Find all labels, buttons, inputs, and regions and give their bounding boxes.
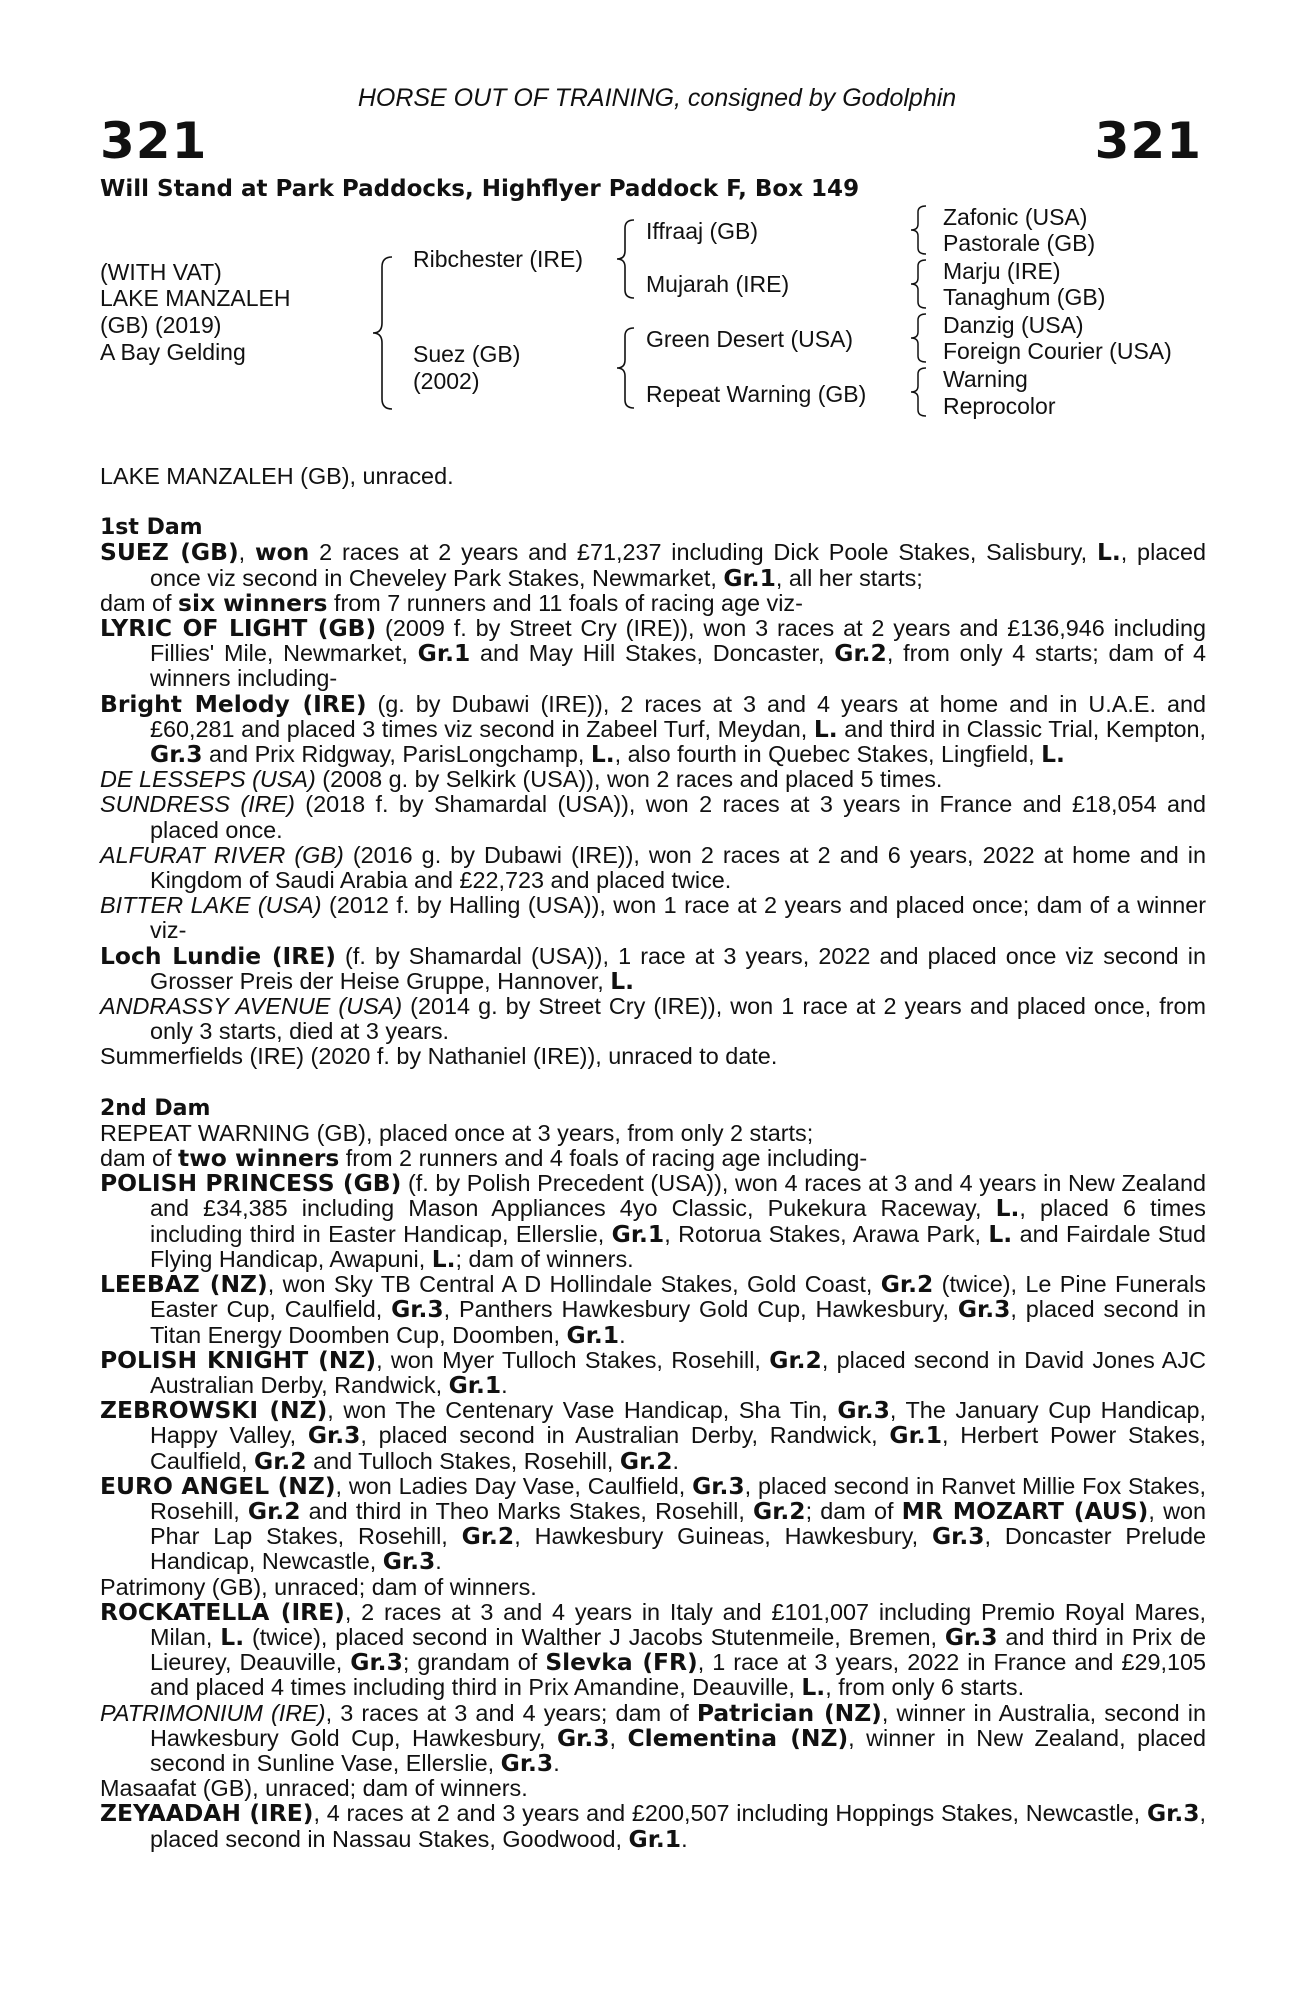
g3-danzig: Danzig (USA) (943, 312, 1084, 338)
produce-entry: ZEYAADAH (IRE), 4 races at 2 and 3 years and £200,507 including Hoppings Stakes, Newcastle, Gr.3, placed second in Nassau Stakes, Goodwood, Gr.1. (100, 1799, 1206, 1853)
produce-entry: ANDRASSY AVENUE (USA) (2014 g. by Street Cry (IRE)), won 1 race at 2 years and placed once, from only 3 starts, died at 3 years. (100, 993, 1206, 1045)
produce-entry: ZEBROWSKI (NZ), won The Centenary Vase Handicap, Sha Tin, Gr.3, The January Cup Handicap, Happy Valley, Gr.3, placed second in Australian Derby, Randwick, Gr.1, Herbert Power Stakes, Caulfield, Gr.2 and Tulloch Stakes, Rosehill, Gr.2. (100, 1396, 1207, 1475)
dam: Suez (GB) (413, 341, 521, 367)
produce-entry: Loch Lundie (IRE) (f. by Shamardal (USA)), 1 race at 3 years, 2022 and placed once viz second in Grosser Preis der Heise Gruppe, Hannover, L. (100, 941, 1206, 995)
horse-country-year (100, 312, 221, 339)
g3-marju: Marju (IRE) (943, 258, 1061, 284)
produce-entry: SUNDRESS (IRE) (2018 f. by Shamardal (USA)), won 2 races at 3 years in France and £18,054 and placed once. (100, 791, 1206, 843)
catalogue-body (100, 464, 1206, 1852)
lot-number-left: 321 (100, 112, 208, 170)
dam-dam: Repeat Warning (GB) (646, 381, 867, 407)
second-dam-produce-list (100, 1171, 1206, 1851)
produce-entry: LEEBAZ (NZ), won Sky TB Central A D Hollindale Stakes, Gold Coast, Gr.2 (twice), Le Pine Funerals Easter Cup, Caulfield, Gr.3, Panthers Hawkesbury Gold Cup, Hawkesbury, Gr.3, placed second in Titan Energy Doomben Cup, Doomben, Gr.1. (100, 1270, 1206, 1349)
second-dam-heading: 2nd Dam (100, 1095, 211, 1121)
brace-dam-line (614, 326, 636, 410)
spacer (100, 489, 1206, 515)
stand-location: Will Stand at Park Paddocks, Highflyer Paddock F, Box 149 (100, 176, 860, 202)
sire-dam: Mujarah (IRE) (646, 271, 790, 297)
dam-sire: Green Desert (USA) (646, 326, 854, 352)
horse-name (100, 285, 290, 312)
first-dam-text: SUEZ (GB), won 2 races at 2 years and £71,237 including Dick Poole Stakes, Salisbury, L., placed once viz second in Cheveley Park Stakes, Newmarket, Gr.1, all her starts; (100, 538, 1206, 592)
sire: Ribchester (IRE) (413, 246, 583, 272)
g3-warning: Warning (943, 366, 1028, 392)
lot-number-right: 321 (1094, 112, 1202, 170)
horse-name-text: LAKE MANZALEH (100, 285, 291, 311)
produce-entry: PATRIMONIUM (IRE), 3 races at 3 and 4 years; dam of Patrician (NZ), winner in Australia, second in Hawkesbury Gold Cup, Hawkesbury, Gr.3, Clementina (NZ), winner in New Zealand, placed second in Sunline Vase, Ellerslie, Gr.3. (100, 1698, 1206, 1777)
g3-zafonic: Zafonic (USA) (943, 204, 1088, 230)
first-dam-summary: dam of six winners from 7 runners and 11 foals of racing age viz- (100, 588, 803, 617)
race-record: LAKE MANZALEH (GB), unraced. (100, 463, 454, 489)
brace-g2 (908, 258, 928, 310)
consignment-line: HORSE OUT OF TRAINING, consigned by Godolphin (357, 84, 957, 112)
produce-entry: ALFURAT RIVER (GB) (2016 g. by Dubawi (IRE)), won 2 races at 2 and 6 years, 2022 at home and in Kingdom of Saudi Arabia and £22,723 and placed twice. (100, 841, 1206, 894)
horse-country: (GB) (100, 312, 149, 338)
g3-reprocolor: Reprocolor (943, 393, 1056, 419)
second-dam-text: REPEAT WARNING (GB), placed once at 3 years, from only 2 starts; (100, 1119, 814, 1146)
first-dam-heading: 1st Dam (100, 515, 203, 541)
produce-entry: EURO ANGEL (NZ), won Ladies Day Vase, Caulfield, Gr.3, placed second in Ranvet Millie Fox Stakes, Rosehill, Gr.2 and third in Theo Marks Stakes, Rosehill, Gr.2; dam of MR MOZART (AUS), won Phar Lap Stakes, Rosehill, Gr.2, Hawkesbury Guineas, Hawkesbury, Gr.3, Doncaster Prelude Handicap, Newcastle, Gr.3. (100, 1471, 1207, 1576)
brace-g3 (908, 312, 928, 364)
spacer (100, 1070, 1206, 1096)
brace-g1 (908, 204, 928, 256)
produce-entry: POLISH PRINCESS (GB) (f. by Polish Precedent (USA)), won 4 races at 3 and 4 years in New Zealand and £34,385 including Mason Appliances 4yo Classic, Pukekura Raceway, L., placed 6 times including third in Easter Handicap, Ellerslie, Gr.1, Rotorua Stakes, Arawa Park, L. and Fairdale Stud Flying Handicap, Awapuni, L.; dam of winners. (100, 1169, 1206, 1273)
sire-sire: Iffraaj (GB) (646, 218, 759, 244)
produce-entry: Summerfields (IRE) (2020 f. by Nathaniel (IRE)), unraced to date. (100, 1043, 778, 1070)
produce-entry: POLISH KNIGHT (NZ), won Myer Tulloch Stakes, Rosehill, Gr.2, placed second in David Jones AJC Australian Derby, Randwick, Gr.1. (100, 1345, 1206, 1399)
produce-entry: Masaafat (GB), unraced; dam of winners. (100, 1775, 528, 1802)
dam-year: (2002) (413, 368, 480, 394)
produce-entry: ROCKATELLA (IRE), 2 races at 3 and 4 years in Italy and £101,007 including Premio Royal Mares, Milan, L. (twice), placed second in Walther J Jacobs Stutenmeile, Bremen, Gr.3 and third in Prix de Lieurey, Deauville, Gr.3; grandam of Slevka (FR), 1 race at 3 years, 2022 in France and £29,105 and placed 4 times including third in Prix Amandine, Deauville, L., from only 6 starts. (100, 1597, 1206, 1702)
produce-entry: DE LESSEPS (USA) (2008 g. by Selkirk (USA)), won 2 races and placed 5 times. (100, 766, 943, 793)
second-dam-summary: dam of two winners from 2 runners and 4 foals of racing age including- (100, 1144, 868, 1173)
vat-label: (WITH VAT) (100, 259, 222, 285)
horse-year: (2019) (148, 312, 222, 338)
g3-foreign-courier: Foreign Courier (USA) (943, 338, 1172, 364)
brace-sire-line (614, 218, 636, 300)
produce-entry: BITTER LAKE (USA) (2012 f. by Halling (USA)), won 1 race at 2 years and placed once; dam of a winner viz- (100, 892, 1207, 944)
brace-generation-1 (370, 255, 394, 411)
produce-entry: Patrimony (GB), unraced; dam of winners. (100, 1573, 537, 1600)
g3-pastorale: Pastorale (GB) (943, 230, 1096, 256)
g3-tanaghum: Tanaghum (GB) (943, 284, 1106, 310)
brace-g4 (908, 366, 928, 418)
produce-entry: LYRIC OF LIGHT (GB) (2009 f. by Street Cry (IRE)), won 3 races at 2 years and £136,946 including Fillies' Mile, Newmarket, Gr.1 and May Hill Stakes, Doncaster, Gr.2, from only 4 starts; dam of 4 winners including- (100, 614, 1206, 692)
horse-description: A Bay Gelding (100, 339, 246, 365)
first-dam-produce-list (100, 616, 1206, 1070)
produce-entry: Bright Melody (IRE) (g. by Dubawi (IRE)), 2 races at 3 and 4 years at home and in U.A.E. and £60,281 and placed 3 times viz second in Zabeel Turf, Meydan, L. and third in Classic Trial, Kempton, Gr.3 and Prix Ridgway, ParisLongchamp, L., also fourth in Quebec Stakes, Lingfield, L. (100, 689, 1206, 769)
